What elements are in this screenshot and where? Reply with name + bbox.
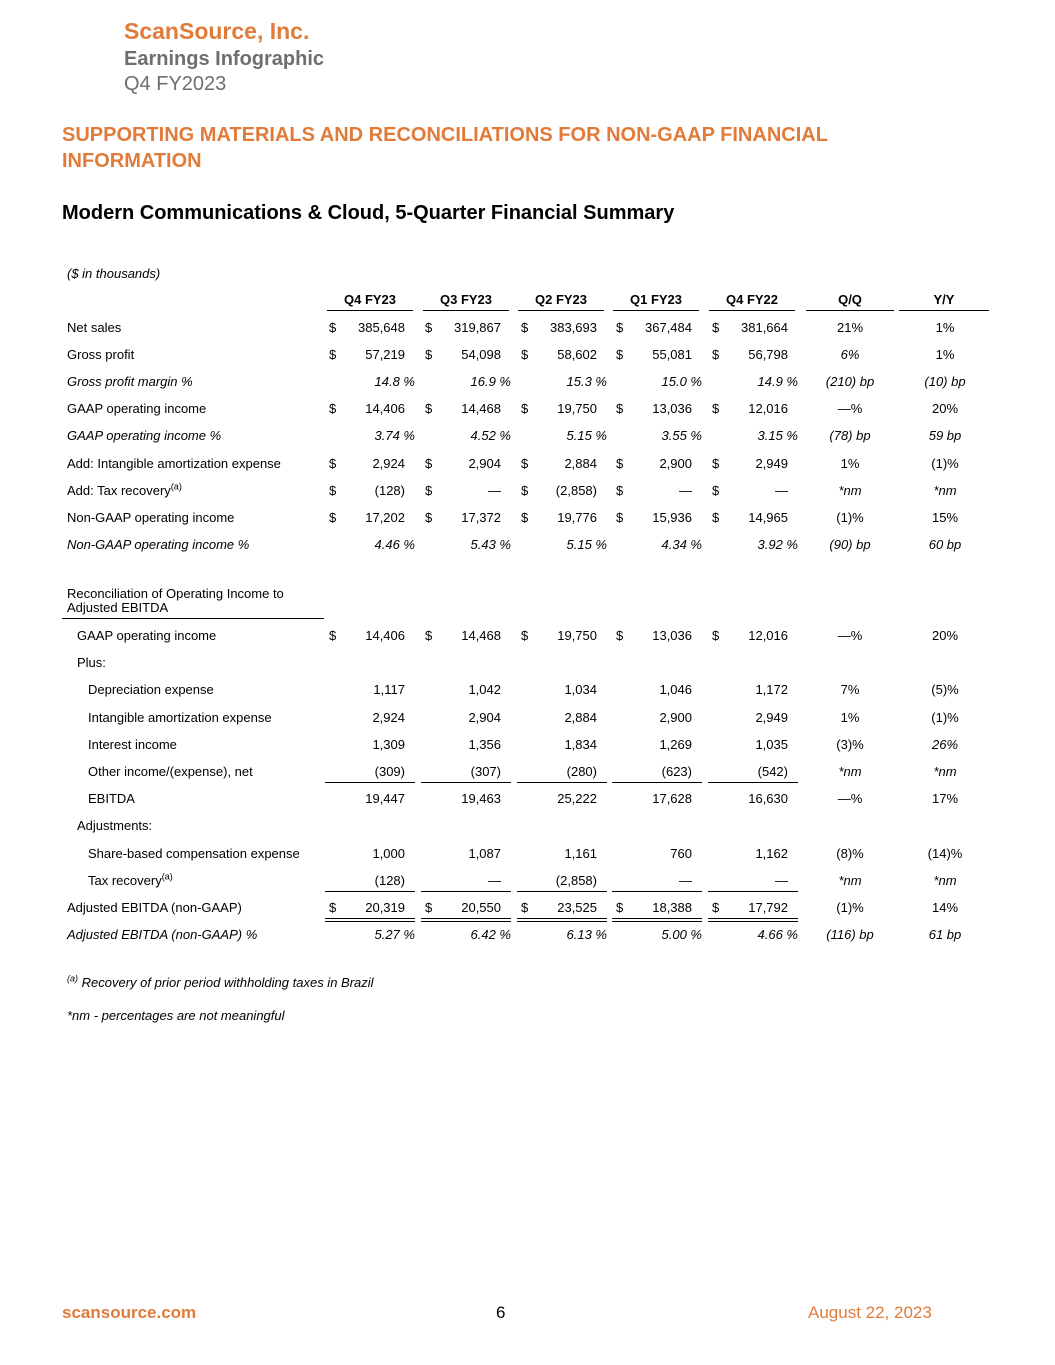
cell-value: 13,036 [652,401,692,417]
row-label-text: GAAP operating income [77,628,217,643]
row-label [88,873,173,888]
footnote-marker: (a) [170,481,182,492]
cell-value: 1,356 [468,736,501,752]
table-row [0,456,1055,476]
table-row [0,846,1055,866]
currency-symbol: $ [521,509,529,525]
currency-symbol: $ [616,900,624,915]
yy-change: 1% [935,320,955,335]
table-row [0,510,1055,530]
qq-change: *nm [838,764,862,779]
row-label [88,737,177,752]
qq-change: (116) bp [826,927,874,943]
cell-value: — [488,872,501,888]
cell-value: 1,117 [373,682,405,698]
cell-value: — [775,872,788,888]
row-label-text: Adjusted EBITDA (non-GAAP) % [67,927,258,943]
table-row [0,320,1055,340]
currency-symbol: $ [425,628,433,643]
currency-symbol: $ [425,482,433,498]
total-double-rule [517,918,607,922]
currency-symbol: $ [521,401,529,417]
column-header: Q4 FY22 [709,292,795,311]
qq-change: *nm [838,872,862,888]
footer-date: August 22, 2023 [808,1303,932,1322]
cell-value: 55,081 [652,347,692,363]
row-label-text: Plus: [77,655,106,671]
subtotal-rule [421,782,511,783]
cell-value: 15.3 % [566,374,607,390]
subtotal-rule [612,891,702,892]
cell-value: (542) [757,764,788,779]
currency-symbol: $ [712,628,720,643]
cell-value: 1,834 [564,736,597,752]
cell-value: 760 [670,845,692,861]
cell-value: 14,406 [365,401,405,417]
row-label-text: Intangible amortization expense [88,709,272,725]
row-label [77,628,216,643]
cell-value: 19,750 [557,401,597,417]
cell-value: 19,750 [557,628,597,643]
currency-symbol: $ [712,401,720,417]
column-header: Q4 FY23 [327,292,413,311]
row-label-text: GAAP operating income % [67,428,222,444]
row-label [67,401,206,416]
row-label-text: Net sales [67,320,122,335]
table-row [0,655,1055,675]
cell-value: 6.42 % [470,927,511,943]
table-row [0,537,1055,557]
currency-symbol: $ [712,482,720,498]
footnote-nm: *nm - percentages are not meaningful [67,1008,285,1023]
cell-value: 20,319 [365,900,405,915]
row-label [67,483,182,498]
cell-value: 6.13 % [566,927,607,943]
row-label-text: Non-GAAP operating income % [67,536,250,552]
table-title: Modern Communications & Cloud, 5-Quarter Financial Summary [62,202,675,224]
cell-value: — [679,482,692,498]
row-label [88,846,300,861]
yy-change: 59 bp [928,428,962,444]
currency-symbol: $ [329,628,337,643]
cell-value: 1,269 [659,736,692,752]
cell-value: 1,046 [659,682,692,698]
row-label-text: Adjusted EBITDA (non-GAAP) [67,900,242,915]
qq-change: (78) bp [829,428,871,444]
cell-value: 2,900 [659,709,692,725]
qq-change: 7% [840,682,860,698]
row-label-text: Add: Intangible amortization expense [67,455,281,471]
cell-value: 1,309 [372,736,405,752]
currency-symbol: $ [521,347,529,363]
cell-value: 1,087 [468,845,501,861]
cell-value: 56,798 [748,347,788,363]
cell-value: 383,693 [550,320,597,335]
row-label-text: Gross profit margin % [67,374,193,390]
cell-value: 25,222 [557,791,597,807]
qq-change: —% [837,628,863,643]
cell-value: 367,484 [645,320,692,335]
yy-change: (10) bp [924,374,966,390]
currency-symbol: $ [712,900,720,915]
cell-value: 3.92 % [757,536,798,552]
row-label [67,374,193,389]
cell-value: 18,388 [652,900,692,915]
row-label [67,428,221,443]
currency-symbol: $ [329,320,337,335]
subtotal-rule [325,891,415,892]
column-header: Q3 FY23 [423,292,509,311]
row-label [88,682,214,697]
cell-value: 2,904 [468,455,501,471]
cell-value: (128) [374,482,405,498]
yy-change: 61 bp [928,927,962,943]
currency-symbol: $ [712,320,720,335]
cell-value: 17,372 [461,509,501,525]
qq-change: —% [837,791,863,807]
cell-value: 1,042 [468,682,501,698]
row-label [67,320,121,335]
cell-value: 385,648 [358,320,405,335]
cell-value: 14,965 [748,509,788,525]
currency-symbol: $ [329,347,337,363]
cell-value: 19,463 [461,791,501,807]
cell-value: 12,016 [748,401,788,417]
fiscal-quarter: Q4 FY2023 [124,73,227,95]
currency-symbol: $ [521,455,529,471]
cell-value: 17,792 [748,900,788,915]
cell-value: 4.46 % [374,536,415,552]
currency-symbol: $ [616,320,624,335]
currency-symbol: $ [616,401,624,417]
table-row [0,927,1055,947]
row-label-text: Gross profit [67,347,135,363]
subtotal-rule [325,782,415,783]
table-row [0,483,1055,503]
qq-change: 1% [840,455,860,471]
currency-symbol: $ [425,347,433,363]
yy-change: 14% [931,900,959,915]
currency-symbol: $ [329,482,337,498]
cell-value: 2,904 [468,709,501,725]
cell-value: 4.66 % [757,927,798,943]
yy-change: 20% [931,628,959,643]
row-label-text: Add: Tax recovery [67,482,171,498]
currency-symbol: $ [712,455,720,471]
cell-value: 381,664 [741,320,788,335]
table-row [0,873,1055,893]
cell-value: 2,949 [755,709,788,725]
cell-value: 14,468 [461,401,501,417]
cell-value: 5.27 % [374,927,415,943]
currency-symbol: $ [521,320,529,335]
currency-symbol: $ [616,509,624,525]
total-double-rule [612,918,702,922]
cell-value: 5.43 % [470,536,511,552]
row-label-text: Tax recovery [88,872,162,888]
qq-change: (3)% [836,736,864,752]
cell-value: 1,161 [564,845,597,861]
cell-value: 16,630 [748,791,788,807]
table-row [0,374,1055,394]
row-label [67,537,249,552]
cell-value: 3.74 % [374,428,415,444]
yy-change: (14)% [927,845,963,861]
currency-symbol: $ [521,628,529,643]
cell-value: 17,628 [652,791,692,807]
cell-value: (623) [661,764,692,779]
row-label [67,927,257,942]
qq-change: 21% [836,320,864,335]
cell-value: (2,858) [555,872,597,888]
footnote-marker: (a) [161,871,173,882]
yy-change: *nm [933,482,957,498]
cell-value: 14.8 % [374,374,415,390]
qq-change: 6% [840,347,860,363]
column-header: Q/Q [806,292,894,311]
total-double-rule [708,918,798,922]
currency-symbol: $ [329,455,337,471]
yy-change: 1% [935,347,955,363]
cell-value: 5.15 % [566,536,607,552]
currency-symbol: $ [425,455,433,471]
table-row [0,628,1055,648]
row-label-text: Non-GAAP operating income [67,509,235,525]
table-row [0,401,1055,421]
cell-value: 1,172 [755,682,788,698]
currency-symbol: $ [425,401,433,417]
table-row [0,900,1055,920]
reconciliation-title-rule [62,618,324,619]
row-label-text: GAAP operating income [67,401,207,417]
qq-change: (210) bp [825,374,875,390]
cell-value: 15.0 % [661,374,702,390]
currency-symbol: $ [329,401,337,417]
row-label [67,900,242,915]
cell-value: 2,924 [372,455,405,471]
cell-value: 2,884 [564,709,597,725]
cell-value: 2,900 [659,455,692,471]
subtotal-rule [612,782,702,783]
qq-change: 1% [840,709,860,725]
yy-change: 60 bp [928,536,962,552]
page-number: 6 [496,1303,506,1322]
column-header: Q2 FY23 [518,292,604,311]
cell-value: — [775,482,788,498]
cell-value: 16.9 % [470,374,511,390]
qq-change: (8)% [836,845,864,861]
table-row [0,682,1055,702]
currency-symbol: $ [712,509,720,525]
currency-symbol: $ [616,628,624,643]
cell-value: 17,202 [365,509,405,525]
cell-value: — [679,872,692,888]
table-row [0,818,1055,838]
cell-value: 2,949 [755,455,788,471]
table-row [0,791,1055,811]
cell-value: 13,036 [652,628,692,643]
cell-value: 1,034 [564,682,597,698]
row-label [67,510,234,525]
row-label [88,710,272,725]
yy-change: 26% [931,736,959,752]
column-header: Y/Y [899,292,989,311]
subtotal-rule [708,891,798,892]
cell-value: 3.55 % [661,428,702,444]
cell-value: 1,000 [372,845,405,861]
currency-symbol: $ [329,509,337,525]
row-label-text: Other income/(expense), net [88,764,253,779]
yy-change: 17% [931,791,959,807]
cell-value: 14,468 [461,628,501,643]
cell-value: 2,924 [372,709,405,725]
cell-value: 4.52 % [470,428,511,444]
footnote-a [67,975,374,990]
units-note: ($ in thousands) [67,266,161,281]
cell-value: (307) [470,764,501,779]
yy-change: *nm [933,764,957,779]
currency-symbol: $ [329,900,337,915]
table-row [0,428,1055,448]
section-title: SUPPORTING MATERIALS AND RECONCILIATIONS FOR NON-GAAP FINANCIAL INFORMATION [62,124,828,172]
cell-value: 15,936 [652,509,692,525]
row-label-text: EBITDA [88,791,135,807]
subtotal-rule [421,891,511,892]
table-row [0,764,1055,784]
cell-value: (309) [374,764,405,779]
cell-value: 57,219 [365,347,405,363]
cell-value: 20,550 [461,900,501,915]
cell-value: 58,602 [557,347,597,363]
cell-value: (280) [566,764,597,779]
currency-symbol: $ [521,900,529,915]
cell-value: 5.00 % [661,927,702,943]
footnote-a-marker: (a) [67,973,78,984]
document-subtitle: Earnings Infographic [124,48,325,70]
currency-symbol: $ [616,482,624,498]
cell-value: 4.34 % [661,536,702,552]
subtotal-rule [517,782,607,783]
cell-value: 319,867 [454,320,501,335]
yy-change: 15% [931,509,959,525]
cell-value: 14,406 [365,628,405,643]
row-label [88,764,253,779]
cell-value: 19,776 [557,509,597,525]
row-label-text: Depreciation expense [88,682,214,698]
total-double-rule [421,918,511,922]
row-label [67,347,134,362]
cell-value: 2,884 [564,455,597,471]
table-row [0,710,1055,730]
qq-change: (90) bp [829,536,871,552]
row-label [88,791,135,806]
row-label-text: Interest income [88,736,177,752]
currency-symbol: $ [712,347,720,363]
column-header: Q1 FY23 [613,292,699,311]
cell-value: 12,016 [748,628,788,643]
cell-value: 23,525 [557,900,597,915]
row-label [77,818,152,833]
cell-value: 14.9 % [757,374,798,390]
reconciliation-title: Reconciliation of Operating Income to Adjusted EBITDA [67,586,284,615]
currency-symbol: $ [425,509,433,525]
yy-change: (5)% [931,682,959,698]
cell-value: — [488,482,501,498]
qq-change: —% [837,401,863,417]
currency-symbol: $ [521,482,529,498]
qq-change: *nm [838,482,862,498]
currency-symbol: $ [425,900,433,915]
yy-change: (1)% [931,455,959,471]
cell-value: 54,098 [461,347,501,363]
subtotal-rule [708,782,798,783]
cell-value: 19,447 [365,791,405,807]
yy-change: (1)% [931,709,959,725]
footer-website-link[interactable]: scansource.com [62,1303,197,1322]
cell-value: 3.15 % [757,428,798,444]
row-label [77,655,106,670]
row-label-text: Adjustments: [77,818,153,834]
subtotal-rule [517,891,607,892]
table-row [0,737,1055,757]
currency-symbol: $ [616,347,624,363]
row-label-text: Share-based compensation expense [88,845,300,861]
yy-change: *nm [933,872,957,888]
cell-value: 1,162 [755,845,788,861]
footnote-a-text: Recovery of prior period withholding taxes in Brazil [81,975,374,990]
currency-symbol: $ [616,455,624,471]
yy-change: 20% [931,401,959,417]
qq-change: (1)% [836,509,864,525]
currency-symbol: $ [425,320,433,335]
cell-value: (128) [374,872,405,888]
qq-change: (1)% [836,900,864,915]
company-name: ScanSource, Inc. [124,18,310,44]
total-double-rule [325,918,415,922]
table-row [0,347,1055,367]
row-label [67,456,281,471]
cell-value: 5.15 % [566,428,607,444]
cell-value: (2,858) [555,482,597,498]
cell-value: 1,035 [755,736,788,752]
